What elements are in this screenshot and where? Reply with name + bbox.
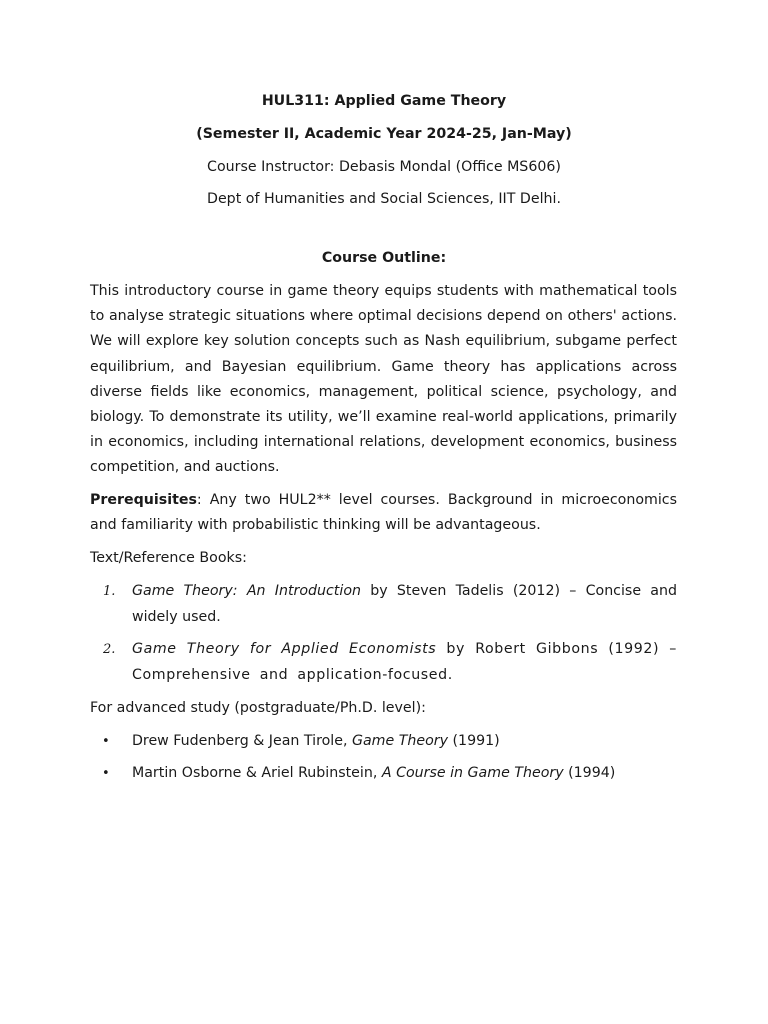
advanced-authors-1: Drew Fudenberg & Jean Tirole, bbox=[132, 733, 352, 749]
book-number-2: 2. bbox=[103, 642, 116, 657]
advanced-item-2 bbox=[132, 761, 615, 786]
advanced-heading: For advanced study (postgraduate/Ph.D. level): bbox=[90, 700, 426, 716]
course-title: HUL311: Applied Game Theory bbox=[261, 93, 507, 109]
bullet-icon: • bbox=[102, 766, 110, 781]
book-title-1: Game Theory: An Introduction bbox=[132, 583, 361, 599]
book-details-2: by Robert Gibbons (1992) – Comprehensive and application-focused. bbox=[132, 641, 677, 683]
department-line: Dept of Humanities and Social Sciences, IIT Delhi. bbox=[207, 191, 561, 207]
advanced-item-1 bbox=[132, 729, 500, 754]
book-item-1 bbox=[132, 579, 677, 631]
prerequisites-label: Prerequisites bbox=[90, 492, 197, 508]
book-title-2: Game Theory for Applied Economists bbox=[132, 641, 437, 657]
book-number-1: 1. bbox=[103, 584, 116, 599]
book-item-2 bbox=[132, 637, 677, 689]
instructor-line: Course Instructor: Debasis Mondal (Office MS606) bbox=[207, 159, 561, 175]
advanced-title-1: Game Theory bbox=[351, 733, 449, 749]
course-outline-heading: Course Outline: bbox=[321, 250, 447, 266]
books-heading: Text/Reference Books: bbox=[90, 550, 247, 566]
advanced-year-2: (1994) bbox=[563, 765, 616, 781]
advanced-title-2: A Course in Game Theory bbox=[381, 765, 564, 781]
book-details-1: by Steven Tadelis (2012) – Concise and widely used. bbox=[132, 583, 677, 625]
advanced-year-1: (1991) bbox=[448, 733, 500, 749]
semester-line: (Semester II, Academic Year 2024-25, Jan-May) bbox=[196, 126, 572, 142]
prerequisites-text: : Any two HUL2** level courses. Background in microeconomics and familiarity with probabilistic thinking will be advantageous. bbox=[90, 492, 677, 534]
bullet-icon: • bbox=[102, 734, 110, 749]
prerequisites-paragraph bbox=[90, 488, 677, 538]
advanced-authors-2: Martin Osborne & Ariel Rubinstein, bbox=[132, 765, 382, 781]
outline-text: This introductory course in game theory equips students with mathematical tools to analyse strategic situations where optimal decisions depend on others' actions. We will explore key solution concepts such as Nash equilibrium, subgame perfect equilibrium, and Bayesian equilibrium. Game theory has applications across diverse fields like economics, management, political science, psychology, and biology. To demonstrate its utility, we’ll examine real-world applications, primarily in economics, including international relations, development economics, business competition, and auctions. bbox=[90, 283, 677, 476]
course-outline-paragraph bbox=[90, 279, 677, 481]
